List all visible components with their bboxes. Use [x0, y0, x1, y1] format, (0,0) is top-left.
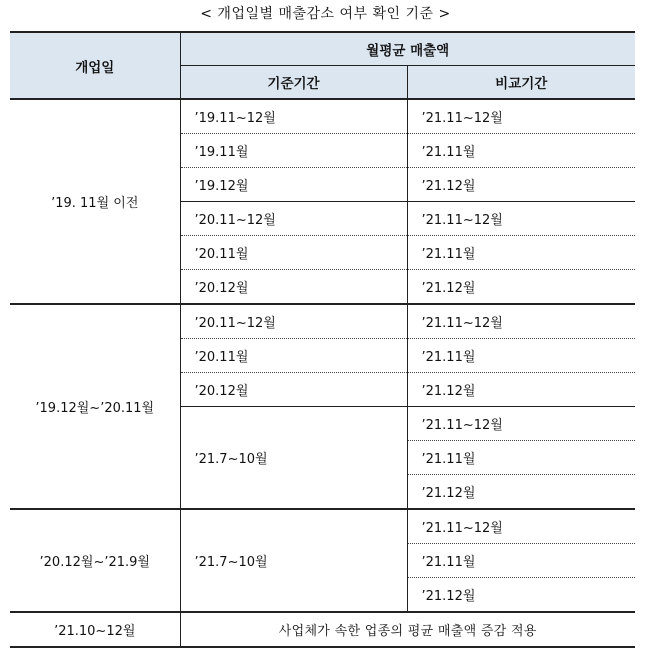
compare-cell: ’21.12월 — [407, 270, 635, 305]
header-monthly-average: 월평균 매출액 — [180, 32, 635, 66]
header-base-period: 기준기간 — [180, 66, 407, 100]
table-row — [10, 304, 635, 339]
open-date-cell: ’21.10~12월 — [10, 612, 180, 647]
header-compare-period: 비교기간 — [407, 66, 635, 100]
open-date-cell: ’19.12월~’20.11월 — [10, 304, 180, 509]
table-row — [10, 612, 635, 647]
compare-cell: ’21.12월 — [407, 475, 635, 510]
criteria-table — [10, 31, 635, 648]
open-date-cell: ’20.12월~’21.9월 — [10, 509, 180, 612]
compare-cell: ’21.11~12월 — [407, 509, 635, 544]
header-open-date: 개업일 — [10, 32, 180, 99]
base-cell: ’20.12월 — [180, 373, 407, 407]
industry-average-note: 사업체가 속한 업종의 평균 매출액 증감 적용 — [180, 612, 635, 647]
base-cell: ’19.12월 — [180, 168, 407, 202]
base-cell: ’19.11~12월 — [180, 99, 407, 134]
base-cell: ’20.11월 — [180, 236, 407, 270]
base-cell: ’20.12월 — [180, 270, 407, 305]
compare-cell: ’21.12월 — [407, 578, 635, 613]
base-cell: ’20.11월 — [180, 339, 407, 373]
table-row — [10, 99, 635, 134]
compare-cell: ’21.11월 — [407, 441, 635, 475]
compare-cell: ’21.11월 — [407, 544, 635, 578]
base-cell: ’20.11~12월 — [180, 304, 407, 339]
compare-cell: ’21.11월 — [407, 339, 635, 373]
compare-cell: ’21.12월 — [407, 168, 635, 202]
base-cell-merged: ’21.7~10월 — [180, 509, 407, 612]
compare-cell: ’21.11월 — [407, 134, 635, 168]
table-row — [10, 509, 635, 544]
open-date-cell: ’19. 11월 이전 — [10, 99, 180, 304]
base-cell: ’20.11~12월 — [180, 202, 407, 236]
compare-cell: ’21.12월 — [407, 373, 635, 407]
compare-cell: ’21.11월 — [407, 236, 635, 270]
base-cell: ’19.11월 — [180, 134, 407, 168]
compare-cell: ’21.11~12월 — [407, 407, 635, 441]
table-title: < 개업일별 매출감소 여부 확인 기준 > — [200, 6, 451, 22]
compare-cell: ’21.11~12월 — [407, 99, 635, 134]
compare-cell: ’21.11~12월 — [407, 202, 635, 236]
compare-cell: ’21.11~12월 — [407, 304, 635, 339]
base-cell-merged: ’21.7~10월 — [180, 407, 407, 510]
